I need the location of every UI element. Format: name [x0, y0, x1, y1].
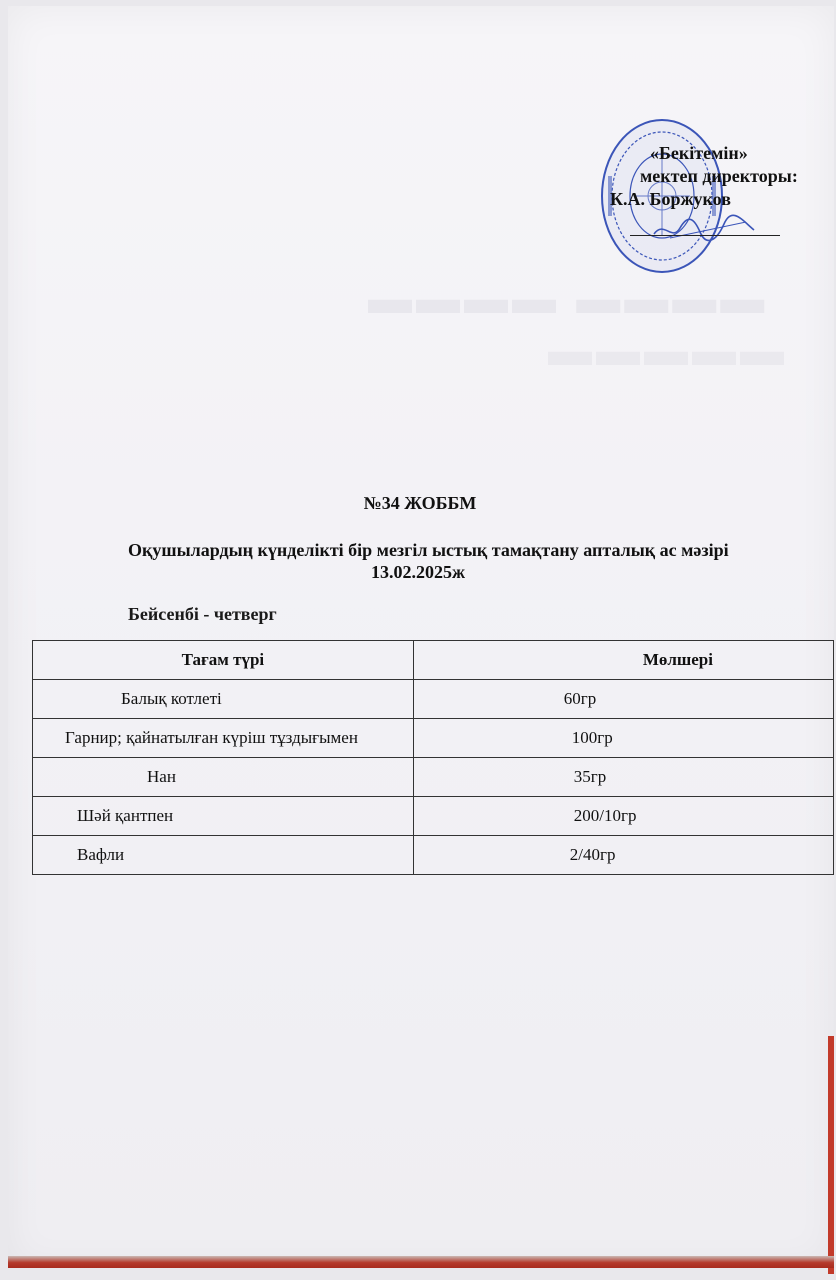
amount-cell: 35гр [413, 758, 833, 797]
table-row [33, 680, 834, 719]
menu-title: Оқушылардың күнделікті бір мезгіл ыстық тамақтану апталық ас мәзірі [128, 540, 729, 560]
menu-table [32, 640, 834, 875]
red-border [8, 1256, 834, 1268]
amount-cell: 200/10гр [413, 797, 833, 836]
column-header-dish: Тағам түрі [33, 641, 414, 680]
table-row [33, 836, 834, 875]
director-name: К.А. Боржуков [610, 189, 731, 209]
table-row [33, 797, 834, 836]
dish-cell: Гарнир; қайнатылған күріш тұздығымен [33, 719, 414, 758]
column-header-amount: Мөлшері [413, 641, 833, 680]
amount-cell: 2/40гр [413, 836, 833, 875]
menu-date: 13.02.2025ж [370, 562, 466, 582]
red-edge [828, 1036, 834, 1274]
director-title: мектеп директоры: [640, 166, 798, 186]
dish-cell: Вафли [33, 836, 414, 875]
signature-line [630, 235, 780, 236]
table-row [33, 719, 834, 758]
approval-label: «Бекітемін» [650, 143, 748, 163]
dish-cell: Нан [33, 758, 414, 797]
dish-cell: Балық котлеті [33, 680, 414, 719]
table-header-row [33, 641, 834, 680]
table-row [33, 758, 834, 797]
signature-icon [650, 212, 760, 244]
bleed-through-text: ▬▬▬▬ ▬▬▬▬ [368, 274, 769, 323]
amount-cell: 60гр [413, 680, 833, 719]
school-name: №34 ЖОББМ [363, 493, 477, 513]
dish-cell: Шәй қантпен [33, 797, 414, 836]
weekday-label: Бейсенбі - четверг [128, 604, 277, 624]
amount-cell: 100гр [413, 719, 833, 758]
bleed-through-text-2: ▬▬▬▬▬ [548, 326, 788, 375]
